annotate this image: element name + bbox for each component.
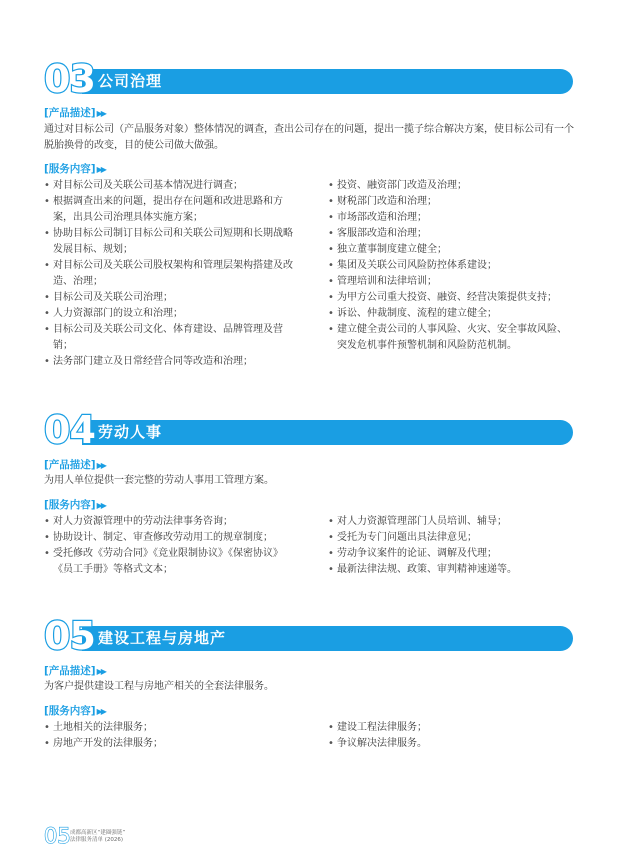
section-title: 劳动人事 <box>98 423 163 441</box>
list-item: • 投资、融资部门改造及治理； <box>328 178 573 194</box>
section-header <box>40 614 573 658</box>
page-number: 05 <box>44 824 71 848</box>
service-content-label: [服务内容]▶▶ <box>44 705 105 717</box>
service-list-right <box>328 178 573 354</box>
double-chevron-icon: ▶▶ <box>96 501 105 510</box>
list-item: • 集团及关联公司风险防控体系建设； <box>328 258 573 274</box>
list-item: • 受托修改《劳动合同》《竞业限制协议》《保密协议》《员工手册》等格式文本； <box>44 546 294 578</box>
section-number: 03 <box>44 57 95 101</box>
list-item: • 最新法律法规、政策、审判精神速递等。 <box>328 562 573 578</box>
list-item: • 客服部改造和治理； <box>328 226 573 242</box>
list-item: • 房地产开发的法律服务； <box>44 736 294 752</box>
section-title: 建设工程与房地产 <box>98 629 227 647</box>
product-description-label: [产品描述]▶▶ <box>44 459 105 471</box>
page-footer <box>44 826 244 848</box>
list-item: • 目标公司及关联公司治理； <box>44 290 294 306</box>
double-chevron-icon: ▶▶ <box>96 109 105 118</box>
double-chevron-icon: ▶▶ <box>96 707 105 716</box>
list-item: • 为甲方公司重大投资、融资、经营决策提供支持； <box>328 290 573 306</box>
list-item: • 协助目标公司制订目标公司和关联公司短期和长期战略发展目标、规划； <box>44 226 294 258</box>
double-chevron-icon: ▶▶ <box>96 165 105 174</box>
section-header <box>40 57 573 101</box>
service-list-left <box>44 178 294 370</box>
list-item: • 独立董事制度建立健全； <box>328 242 573 258</box>
list-item: • 争议解决法律服务。 <box>328 736 573 752</box>
list-item: • 建立健全责公司的人事风险、火灾、安全事故风险、突发危机事件预警机制和风险防范机制。 <box>328 322 573 354</box>
product-description-text: 通过对目标公司（产品服务对象）整体情况的调查，查出公司存在的问题，提出一揽子综合解决方案，使目标公司有一个脱胎换骨的改变，目的使公司做大做强。 <box>44 124 574 151</box>
list-item: • 受托为专门问题出具法律意见； <box>328 530 573 546</box>
list-item: • 协助设计、制定、审查修改劳动用工的规章制度； <box>44 530 294 546</box>
product-description-label: [产品描述]▶▶ <box>44 665 105 677</box>
product-description-text: 为客户提供建设工程与房地产相关的全套法律服务。 <box>44 681 274 692</box>
service-list-left <box>44 720 294 752</box>
list-item: • 土地相关的法律服务； <box>44 720 294 736</box>
section-header <box>40 408 573 452</box>
list-item: • 目标公司及关联公司文化、体育建设、品牌管理及营销； <box>44 322 294 354</box>
list-item: • 管理培训和法律培训； <box>328 274 573 290</box>
section-title: 公司治理 <box>98 72 163 90</box>
list-item: • 法务部门建立及日常经营合同等改造和治理； <box>44 354 294 370</box>
product-description-text: 为用人单位提供一套完整的劳动人事用工管理方案。 <box>44 475 274 486</box>
section-number: 05 <box>44 614 95 658</box>
service-content-label: [服务内容]▶▶ <box>44 499 105 511</box>
list-item: • 诉讼、仲裁制度、流程的建立健全； <box>328 306 573 322</box>
list-item: • 根据调查出来的问题，提出存在问题和改进思路和方案，出具公司治理具体实施方案； <box>44 194 294 226</box>
service-list-right <box>328 514 573 578</box>
list-item: • 对人力资源管理部门人员培训、辅导； <box>328 514 573 530</box>
list-item: • 市场部改造和治理； <box>328 210 573 226</box>
service-list-left <box>44 514 294 578</box>
section-number: 04 <box>44 408 95 452</box>
service-list-right <box>328 720 573 752</box>
double-chevron-icon: ▶▶ <box>96 461 105 470</box>
double-chevron-icon: ▶▶ <box>96 667 105 676</box>
list-item: • 对目标公司及关联公司基本情况进行调查； <box>44 178 294 194</box>
footer-caption: 成都高新区“建圈强链” 法律服务清单 (2026) <box>70 830 126 843</box>
list-item: • 人力资源部门的设立和治理； <box>44 306 294 322</box>
list-item: • 对目标公司及关联公司股权架构和管理层架构搭建及改造、治理； <box>44 258 294 290</box>
product-description-label: [产品描述]▶▶ <box>44 107 105 119</box>
list-item: • 建设工程法律服务； <box>328 720 573 736</box>
list-item: • 劳动争议案件的论证、调解及代理； <box>328 546 573 562</box>
list-item: • 财税部门改造和治理； <box>328 194 573 210</box>
service-content-label: [服务内容]▶▶ <box>44 163 105 175</box>
list-item: • 对人力资源管理中的劳动法律事务咨询； <box>44 514 294 530</box>
